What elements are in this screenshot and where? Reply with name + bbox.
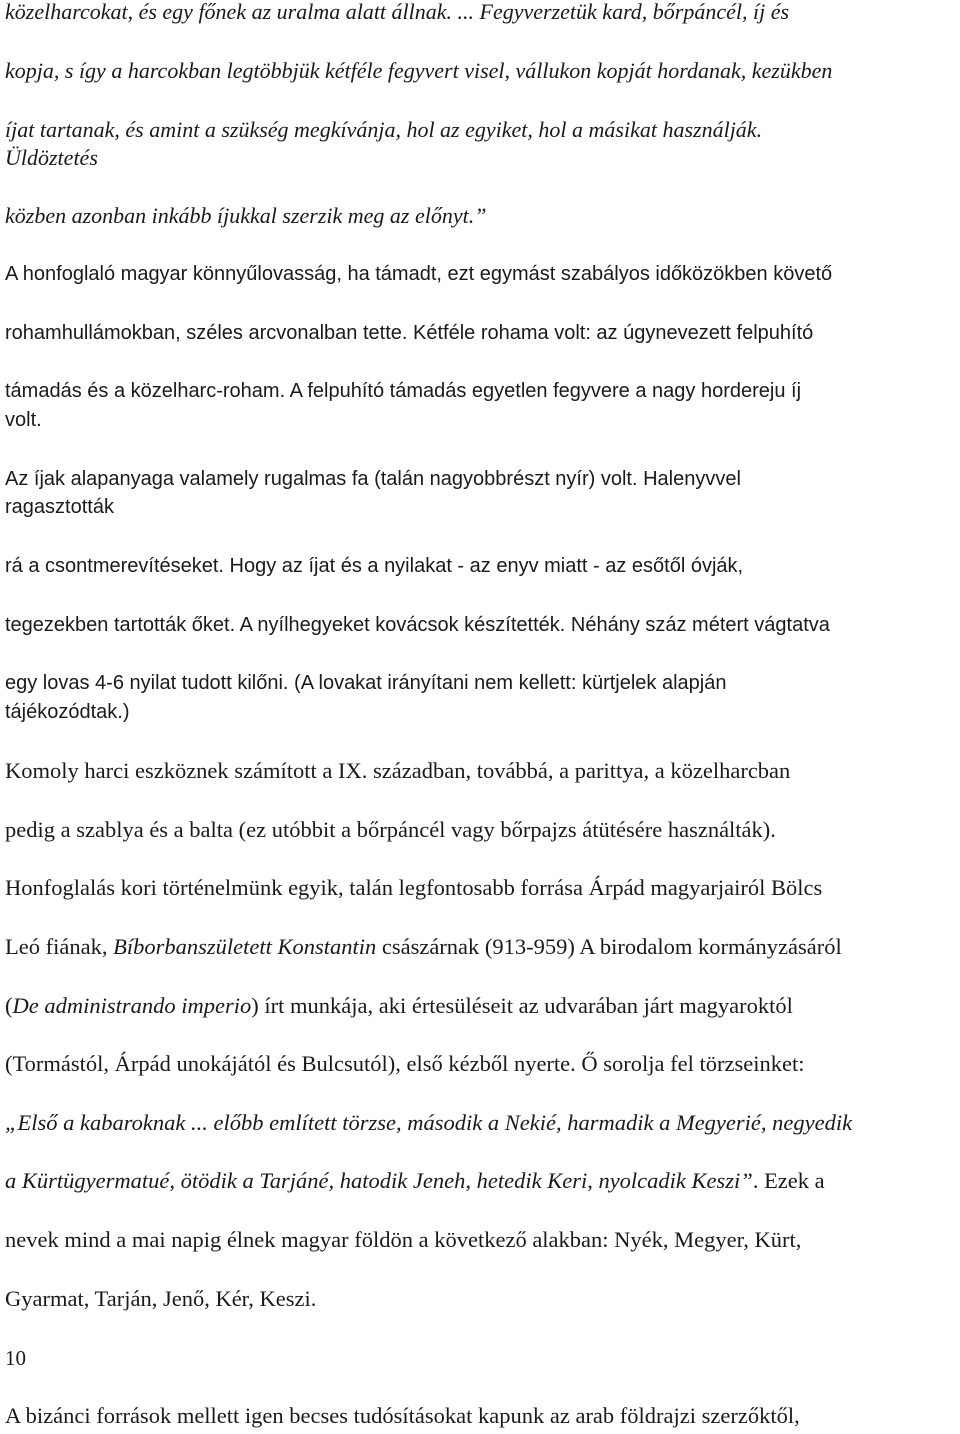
text-line: [5, 936, 842, 959]
page-number: 10: [5, 1346, 26, 1370]
text-line: támadás és a közelharc-roham. A felpuhító támadás egyetlen fegyvere a nagy hordereju íj: [5, 380, 802, 402]
text-line: rohamhullámokban, széles arcvonalban tette. Kétféle rohama volt: az úgynevezett felpuhító: [5, 322, 814, 344]
text-line: nevek mind a mai napig élnek magyar földön a következő alakban: Nyék, Megyer, Kürt,: [5, 1227, 802, 1252]
text-line: kopja, s így a harcokban legtöbbjük kétféle fegyvert visel, vállukon kopját hordanak, kezükben: [5, 58, 833, 83]
italic-title: Bíborbanszületett Konstantin: [113, 934, 377, 959]
text-run: (: [5, 993, 13, 1018]
text-line: (Tormástól, Árpád unokájától és Bulcsutól), első kézből nyerte. Ő sorolja fel törzseinket:: [5, 1051, 805, 1076]
text-line: [5, 1170, 825, 1193]
text-line: közelharcokat, és egy főnek az uralma alatt állnak. ... Fegyverzetük kard, bőrpáncél, íj és: [5, 0, 790, 24]
text-line: pedig a szablya és a balta (ez utóbbit a bőrpáncél vagy bőrpajzs átütésére használták).: [5, 817, 776, 842]
text-line: íjat tartanak, és amint a szükség megkívánja, hol az egyiket, hol a másikat használják.: [5, 117, 763, 142]
text-line: ragasztották: [5, 496, 114, 518]
text-line: Az íjak alapanyaga valamely rugalmas fa (talán nagyobbrészt nyír) volt. Halenyvvel: [5, 468, 741, 490]
text-line: A honfoglaló magyar könnyűlovasság, ha támadt, ezt egymást szabályos időközökben követő: [5, 263, 833, 285]
text-line: Honfoglalás kori történelmünk egyik, talán legfontosabb forrása Árpád magyarjairól Bölcs: [5, 875, 823, 900]
italic-title: De administrando imperio: [12, 993, 252, 1018]
text-line: volt.: [5, 409, 42, 431]
quote-line: „Első a kabaroknak ... előbb említett törzse, második a Nekié, harmadik a Megyerié, negyedik: [5, 1110, 853, 1135]
text-run: császárnak (913-959) A birodalom kormányzásáról: [376, 934, 842, 959]
text-line: Komoly harci eszköznek számított a IX. században, továbbá, a parittya, a közelharcban: [5, 758, 791, 783]
text-line: [5, 995, 793, 1018]
text-line: tegezekben tartották őket. A nyílhegyeket kovácsok készítették. Néhány száz métert vágtatva: [5, 614, 830, 636]
text-line: A bizánci források mellett igen becses tudósításokat kapunk az arab földrajzi szerzőktől,: [5, 1403, 800, 1428]
text-run: . Ezek a: [752, 1168, 825, 1193]
text-line: közben azonban inkább íjukkal szerzik meg az előnyt.”: [5, 203, 487, 228]
text-run: ) írt munkája, aki értesüléseit az udvarában járt magyaroktól: [251, 993, 793, 1018]
text-line: egy lovas 4-6 nyilat tudott kilőni. (A lovakat irányítani nem kellett: kürtjelek alapján: [5, 672, 727, 694]
text-run: Leó fiának,: [5, 934, 114, 959]
text-line: Gyarmat, Tarján, Jenő, Kér, Keszi.: [5, 1286, 317, 1311]
text-line: tájékozódtak.): [5, 701, 130, 723]
quote-run: a Kürtügyermatué, ötödik a Tarjáné, hatodik Jeneh, hetedik Keri, nyolcadik Keszi”: [5, 1168, 753, 1193]
text-line: Üldöztetés: [5, 145, 98, 170]
text-line: rá a csontmerevítéseket. Hogy az íjat és a nyilakat - az enyv miatt - az esőtől óvják,: [5, 555, 744, 577]
